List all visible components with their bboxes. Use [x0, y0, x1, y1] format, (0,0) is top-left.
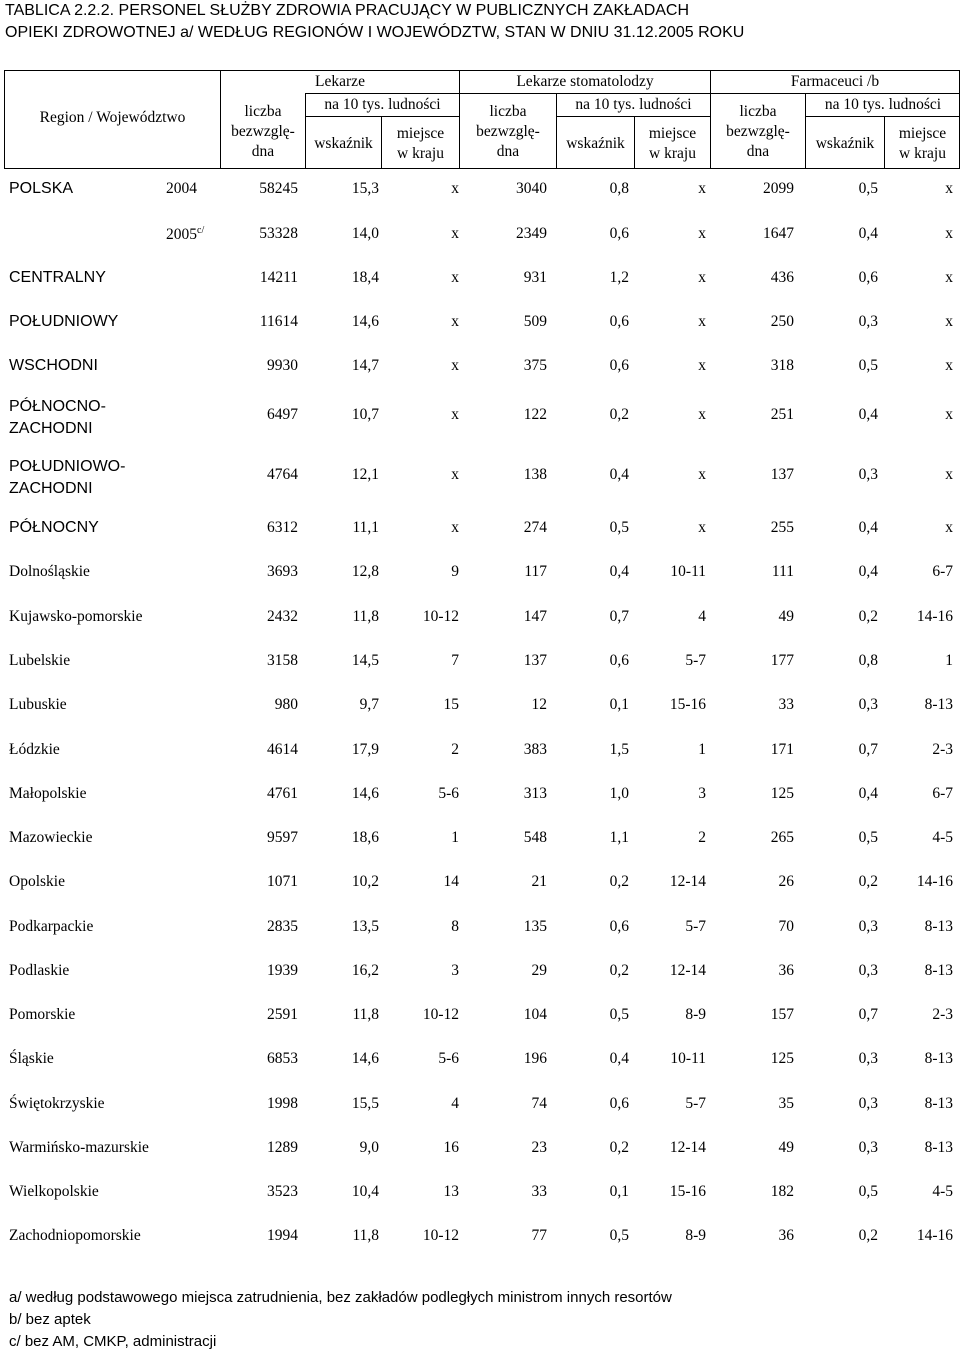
table-cell: 10-12 [422, 1006, 459, 1023]
table-cell: 2591 [267, 1006, 298, 1023]
table-row [0, 313, 960, 353]
table-cell: 1998 [267, 1095, 298, 1112]
table-cell: 4-5 [932, 1183, 953, 1200]
header-liczba-2: liczba bezwzglę- dna [476, 103, 540, 160]
header-wskaznik-2: wskaźnik [566, 135, 625, 152]
table-row [0, 1050, 960, 1090]
table-cell: 182 [770, 1183, 794, 1200]
table-cell: 4-5 [932, 829, 953, 846]
table-cell: 1 [945, 652, 953, 669]
table-cell: 8-9 [685, 1006, 706, 1023]
table-cell: 0,5 [609, 1227, 629, 1244]
table-cell: 0,6 [609, 1095, 629, 1112]
table-cell: x [451, 357, 459, 374]
table-cell: 10,2 [351, 873, 379, 890]
row-label: POŁUDNIOWY [9, 313, 119, 330]
table-cell: x [945, 466, 953, 483]
table-cell: 11,8 [352, 1006, 379, 1023]
table-cell: 5-7 [685, 918, 706, 935]
table-cell: 77 [531, 1227, 547, 1244]
table-cell: x [698, 269, 706, 286]
table-cell: 14,5 [351, 652, 379, 669]
table-row [0, 458, 960, 506]
table-cell: 1,1 [609, 829, 629, 846]
table-cell: 2-3 [932, 741, 953, 758]
table-cell: 0,5 [858, 357, 878, 374]
table-cell: 10-11 [670, 563, 706, 580]
table-cell: 0,7 [858, 741, 878, 758]
table-row [0, 785, 960, 825]
table-cell: 0,5 [609, 519, 629, 536]
table-row [0, 1227, 960, 1267]
table-cell: 436 [770, 269, 794, 286]
table-cell: 0,2 [609, 873, 629, 890]
table-cell: 135 [523, 918, 547, 935]
table-cell: 1647 [763, 225, 794, 242]
table-cell: 4764 [267, 466, 298, 483]
table-cell: 122 [523, 406, 547, 423]
table-cell: x [698, 466, 706, 483]
row-label: Śląskie [9, 1050, 54, 1067]
header-miejsce-1: miejsce w kraju [396, 125, 445, 162]
table-cell: 0,5 [858, 1183, 878, 1200]
header-group-divider [305, 93, 960, 94]
table-cell: 250 [770, 313, 794, 330]
table-cell: 49 [778, 608, 794, 625]
table-cell: 12-14 [669, 962, 706, 979]
row-label: Dolnośląskie [9, 563, 90, 580]
table-cell: 0,3 [858, 313, 878, 330]
table-cell: 10-11 [670, 1050, 706, 1067]
table-cell: 383 [523, 741, 547, 758]
table-cell: 8-13 [924, 918, 953, 935]
table-cell: 6-7 [932, 785, 953, 802]
table-cell: 33 [778, 696, 794, 713]
table-cell: 16 [443, 1139, 459, 1156]
table-cell: 1071 [267, 873, 298, 890]
table-cell: 251 [770, 406, 794, 423]
table-row [0, 873, 960, 913]
table-cell: 9597 [267, 829, 298, 846]
table-cell: 5-6 [438, 1050, 459, 1067]
table-cell: 9930 [267, 357, 298, 374]
table-cell: 0,3 [858, 1050, 878, 1067]
row-label: Małopolskie [9, 785, 87, 802]
table-cell: 1 [698, 741, 706, 758]
table-cell: 318 [770, 357, 794, 374]
table-cell: 0,3 [858, 696, 878, 713]
table-cell: 0,6 [609, 313, 629, 330]
row-label: Opolskie [9, 873, 65, 890]
table-cell: 15,5 [351, 1095, 379, 1112]
table-cell: 137 [523, 652, 547, 669]
row-label: Warmińsko-mazurskie [9, 1139, 149, 1156]
header-miejsce-3: miejsce w kraju [898, 125, 947, 162]
table-cell: x [451, 466, 459, 483]
table-cell: 53328 [259, 225, 298, 242]
header-sub-divider-2 [556, 116, 710, 117]
table-cell: 1994 [267, 1227, 298, 1244]
table-row [0, 962, 960, 1002]
table-cell: 15 [443, 696, 459, 713]
table-cell: 14-16 [916, 873, 953, 890]
table-cell: 2 [698, 829, 706, 846]
table-cell: 9,0 [359, 1139, 379, 1156]
table-cell: 10,7 [351, 406, 379, 423]
table-cell: 8 [451, 918, 459, 935]
table-cell: 548 [523, 829, 547, 846]
table-cell: 0,7 [609, 608, 629, 625]
header-sub-divider-3 [805, 116, 960, 117]
row-label: Łódzkie [9, 741, 60, 758]
table-cell: 0,5 [858, 180, 878, 197]
table-cell: 14,6 [351, 785, 379, 802]
table-cell: 4 [451, 1095, 459, 1112]
table-cell: 157 [770, 1006, 794, 1023]
table-title [5, 0, 744, 44]
table-cell: 2432 [267, 608, 298, 625]
table-cell: x [451, 313, 459, 330]
table-cell: 8-13 [924, 1139, 953, 1156]
table-row [0, 1095, 960, 1135]
table-cell: 14,6 [351, 1050, 379, 1067]
table-row [0, 180, 960, 220]
header-na10-1: na 10 tys. ludności [324, 96, 441, 113]
table-cell: 111 [771, 563, 794, 580]
table-row [0, 225, 960, 265]
table-cell: 2099 [763, 180, 794, 197]
table-cell: 177 [770, 652, 794, 669]
table-cell: 0,4 [858, 406, 878, 423]
table-cell: 14,0 [351, 225, 379, 242]
table-cell: 9,7 [359, 696, 379, 713]
header-na10-2: na 10 tys. ludności [575, 96, 692, 113]
table-cell: 4 [698, 608, 706, 625]
table-cell: 0,7 [858, 1006, 878, 1023]
table-cell: 8-9 [685, 1227, 706, 1244]
footnote-b: b/ bez aptek [9, 1311, 91, 1328]
table-cell: 0,6 [858, 269, 878, 286]
table-cell: 5-6 [438, 785, 459, 802]
table-cell: 2-3 [932, 1006, 953, 1023]
row-label: Podlaskie [9, 962, 70, 979]
row-label: WSCHODNI [9, 357, 98, 374]
table-cell: 58245 [259, 180, 298, 197]
row-year-footnote: c/ [197, 225, 205, 236]
table-cell: 6-7 [932, 563, 953, 580]
table-cell: 0,5 [858, 829, 878, 846]
header-wskaznik-1: wskaźnik [314, 135, 373, 152]
table-cell: 3523 [267, 1183, 298, 1200]
table-cell: 14-16 [916, 608, 953, 625]
table-cell: x [451, 269, 459, 286]
table-cell: 36 [778, 962, 794, 979]
table-cell: 2835 [267, 918, 298, 935]
footnotes [9, 1287, 672, 1353]
table-cell: 8-13 [924, 696, 953, 713]
row-label: Świętokrzyskie [9, 1095, 105, 1112]
table-cell: 12-14 [669, 1139, 706, 1156]
table-cell: 0,4 [858, 563, 878, 580]
table-cell: 8-13 [924, 962, 953, 979]
header-sub-divider-1 [305, 116, 459, 117]
table-cell: 0,1 [609, 1183, 629, 1200]
table-cell: 14,6 [351, 313, 379, 330]
table-cell: x [698, 357, 706, 374]
table-cell: 12,1 [351, 466, 379, 483]
title-line-1: TABLICA 2.2.2. PERSONEL SŁUŻBY ZDROWIA PRACUJĄCY W PUBLICZNYCH ZAKŁADACH [5, 2, 690, 19]
table-row [0, 829, 960, 869]
table-cell: 931 [523, 269, 547, 286]
table-cell: 0,3 [858, 918, 878, 935]
table-cell: 1939 [267, 962, 298, 979]
table-row [0, 608, 960, 648]
table-cell: 0,2 [858, 1227, 878, 1244]
table-cell: x [698, 225, 706, 242]
header-miejsce-2: miejsce w kraju [648, 125, 697, 162]
table-cell: 17,9 [351, 741, 379, 758]
header-wskaznik-3: wskaźnik [815, 135, 875, 152]
table-cell: 23 [531, 1139, 547, 1156]
table-cell: 137 [770, 466, 794, 483]
header-bottom-border [4, 168, 960, 169]
row-label: Mazowieckie [9, 829, 93, 846]
table-cell: 0,4 [858, 519, 878, 536]
row-label: Zachodniopomorskie [9, 1227, 141, 1244]
row-label: Pomorskie [9, 1006, 76, 1023]
row-year: 2004 [166, 180, 197, 197]
table-row [0, 696, 960, 736]
table-cell: 11,8 [352, 1227, 379, 1244]
table-cell: 74 [531, 1095, 547, 1112]
table-cell: 265 [770, 829, 794, 846]
row-label: CENTRALNY [9, 269, 106, 286]
table-cell: 5-7 [685, 1095, 706, 1112]
table-cell: 15,3 [351, 180, 379, 197]
table-cell: 7 [451, 652, 459, 669]
table-row [0, 563, 960, 603]
table-cell: x [945, 313, 953, 330]
row-label: Kujawsko-pomorskie [9, 608, 143, 625]
table-cell: 0,3 [858, 1095, 878, 1112]
table-cell: 0,4 [609, 1050, 629, 1067]
table-cell: 0,4 [609, 563, 629, 580]
table-cell: x [945, 519, 953, 536]
table-cell: 980 [274, 696, 298, 713]
table-cell: x [451, 406, 459, 423]
table-cell: 11,1 [352, 519, 379, 536]
table-cell: 3 [698, 785, 706, 802]
table-cell: 14-16 [916, 1227, 953, 1244]
table-cell: 313 [523, 785, 547, 802]
table-cell: 0,8 [858, 652, 878, 669]
table-cell: 70 [778, 918, 794, 935]
header-top-border [4, 70, 960, 71]
table-cell: 0,3 [858, 962, 878, 979]
header-region: Region / Województwo [39, 109, 186, 126]
table-cell: 147 [523, 608, 547, 625]
table-cell: 3040 [516, 180, 547, 197]
table-cell: 12,8 [351, 563, 379, 580]
table-cell: 274 [523, 519, 547, 536]
table-cell: 104 [523, 1006, 547, 1023]
table-cell: 6497 [267, 406, 298, 423]
header-liczba-1: liczba bezwzglę- dna [231, 103, 295, 160]
table-cell: 16,2 [351, 962, 379, 979]
row-label: Lubelskie [9, 652, 71, 669]
table-cell: 14211 [259, 269, 298, 286]
table-cell: x [945, 269, 953, 286]
table-cell: 1,0 [609, 785, 629, 802]
table-cell: 375 [523, 357, 547, 374]
table-cell: x [698, 313, 706, 330]
row-label: Lubuskie [9, 696, 67, 713]
table-cell: 1,2 [609, 269, 629, 286]
table-cell: 0,2 [609, 1139, 629, 1156]
table-cell: 0,2 [609, 406, 629, 423]
table-cell: 13,5 [351, 918, 379, 935]
row-year: $2005^{c/}$ [166, 225, 205, 244]
table-row [0, 519, 960, 559]
row-label: PÓŁNOCNY [9, 519, 99, 536]
table-cell: 14,7 [351, 357, 379, 374]
table-cell: 9 [451, 563, 459, 580]
table-cell: 0,3 [858, 466, 878, 483]
table-cell: 117 [524, 563, 547, 580]
table-row [0, 1006, 960, 1046]
table-cell: 0,1 [609, 696, 629, 713]
table-cell: 2349 [516, 225, 547, 242]
table-cell: 18,4 [351, 269, 379, 286]
table-row [0, 741, 960, 781]
table-cell: 12 [531, 696, 547, 713]
header-group-farmaceuci: Farmaceuci /b [790, 73, 880, 90]
table-cell: 0,4 [858, 785, 878, 802]
header-group-lekarze: Lekarze [315, 73, 365, 90]
table-row [0, 918, 960, 958]
table-cell: 13 [443, 1183, 459, 1200]
table-cell: 3158 [267, 652, 298, 669]
table-cell: 5-7 [685, 652, 706, 669]
header-group-stomatolodzy: Lekarze stomatolodzy [516, 73, 654, 90]
table-cell: 0,3 [858, 1139, 878, 1156]
row-label: POŁUDNIOWO- [9, 458, 126, 475]
table-cell: 11,8 [352, 608, 379, 625]
row-label: Wielkopolskie [9, 1183, 99, 1200]
table-cell: 125 [770, 785, 794, 802]
table-cell: 0,6 [609, 918, 629, 935]
table-cell: 6853 [267, 1050, 298, 1067]
table-row [0, 1183, 960, 1223]
table-cell: 3693 [267, 563, 298, 580]
table-cell: 0,2 [609, 962, 629, 979]
table-cell: 1 [451, 829, 459, 846]
footnote-c: c/ bez AM, CMKP, administracji [9, 1333, 217, 1350]
table-row [0, 398, 960, 446]
row-label-line-2: ZACHODNI [9, 480, 93, 497]
table-cell: 4761 [267, 785, 298, 802]
table-cell: 196 [523, 1050, 547, 1067]
row-label: PÓŁNOCNO- [9, 398, 106, 415]
table-cell: x [698, 180, 706, 197]
table-cell: 10-12 [422, 1227, 459, 1244]
table-cell: x [451, 225, 459, 242]
table-cell: 10,4 [351, 1183, 379, 1200]
table-row [0, 269, 960, 309]
footnote-a: a/ według podstawowego miejsca zatrudnienia, bez zakładów podległych ministrom innych resortów [9, 1289, 672, 1306]
table-cell: 0,6 [609, 652, 629, 669]
table-cell: 35 [778, 1095, 794, 1112]
header-na10-3: na 10 tys. ludności [824, 96, 942, 113]
table-cell: 255 [770, 519, 794, 536]
table-cell: 33 [531, 1183, 547, 1200]
header-liczba-3: liczba bezwzglę- dna [726, 103, 790, 160]
table-cell: 3 [451, 962, 459, 979]
table-cell: 14 [443, 873, 459, 890]
table-cell: x [945, 180, 953, 197]
table-cell: 0,4 [858, 225, 878, 242]
table-cell: 10-12 [422, 608, 459, 625]
row-label-line-2: ZACHODNI [9, 420, 93, 437]
table-cell: 21 [531, 873, 547, 890]
table-cell: 1289 [267, 1139, 298, 1156]
table-cell: 11614 [259, 313, 298, 330]
table-cell: 18,6 [351, 829, 379, 846]
table-row [0, 1139, 960, 1179]
table-cell: x [451, 180, 459, 197]
table-row [0, 652, 960, 692]
table-cell: 26 [778, 873, 794, 890]
table-cell: 6312 [267, 519, 298, 536]
table-cell: x [698, 519, 706, 536]
table-cell: x [698, 406, 706, 423]
title-line-2: OPIEKI ZDROWOTNEJ a/ WEDŁUG REGIONÓW I WOJEWÓDZTW, STAN W DNIU 31.12.2005 ROKU [5, 24, 745, 41]
table-cell: 4614 [267, 741, 298, 758]
table-row [0, 357, 960, 397]
table-cell: 29 [531, 962, 547, 979]
table-cell: 12-14 [669, 873, 706, 890]
table-cell: 15-16 [669, 696, 706, 713]
table-cell: x [945, 225, 953, 242]
table-cell: 171 [770, 741, 794, 758]
table-cell: 8-13 [924, 1095, 953, 1112]
table-cell: 0,6 [609, 357, 629, 374]
table-cell: 2 [451, 741, 459, 758]
table-cell: x [945, 357, 953, 374]
table-cell: 0,5 [609, 1006, 629, 1023]
table-cell: 509 [523, 313, 547, 330]
table-cell: 0,2 [858, 608, 878, 625]
table-cell: 0,8 [609, 180, 629, 197]
table-cell: 0,4 [609, 466, 629, 483]
table-cell: 8-13 [924, 1050, 953, 1067]
table-cell: 49 [778, 1139, 794, 1156]
row-label: POLSKA [9, 180, 74, 197]
table-cell: 1,5 [609, 741, 629, 758]
table-cell: 125 [770, 1050, 794, 1067]
table-cell: 0,6 [609, 225, 629, 242]
table-cell: 36 [778, 1227, 794, 1244]
table-cell: x [451, 519, 459, 536]
table-cell: 138 [523, 466, 547, 483]
table-cell: 0,2 [858, 873, 878, 890]
row-label: Podkarpackie [9, 918, 94, 935]
table-cell: x [945, 406, 953, 423]
table-cell: 15-16 [669, 1183, 706, 1200]
